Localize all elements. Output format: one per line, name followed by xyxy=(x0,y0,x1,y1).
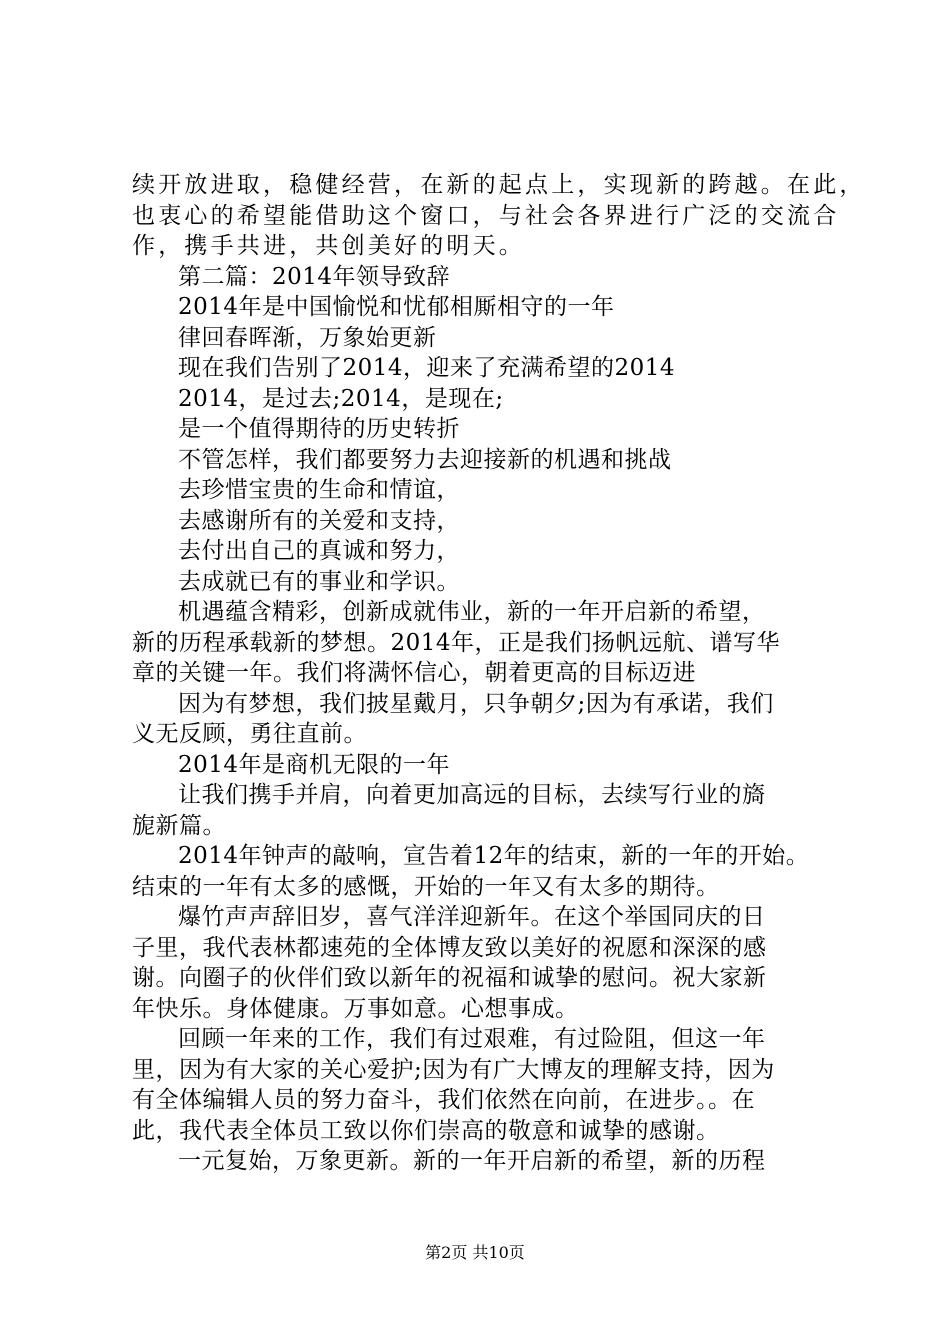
text-line: 现在我们告别了2014，迎来了充满希望的2014 xyxy=(178,355,676,381)
page-footer: 第2页 共10页 xyxy=(425,1243,525,1262)
text-line: 旎新篇。 xyxy=(132,812,226,839)
text-line: 此，我代表全体员工致以你们崇高的敬意和诚挚的感谢。 xyxy=(132,1117,720,1144)
text-line: 2014年是商机无限的一年 xyxy=(178,751,451,778)
text-line: 是一个值得期待的历史转折 xyxy=(178,416,460,442)
text-line: 子里，我代表林都速苑的全体博友致以美好的祝愿和深深的感 xyxy=(132,934,767,961)
text-line: 2014年钟声的敲响，宣告着12年的结束，新的一年的开始。 xyxy=(178,843,810,869)
text-line: 有全体编辑人员的努力奋斗，我们依然在向前，在进步。。在 xyxy=(132,1087,755,1113)
document-body xyxy=(132,170,866,1177)
text-line: 年快乐。身体健康。万事如意。心想事成。 xyxy=(132,995,579,1022)
text-line: 第二篇：2014年领导致辞 xyxy=(178,263,451,290)
text-line: 律回春晖渐，万象始更新 xyxy=(178,324,437,351)
text-line: 回顾一年来的工作，我们有过艰难，有过险阻，但这一年 xyxy=(178,1026,766,1052)
text-line: 作，携手共进，共创美好的明天。 xyxy=(132,233,525,259)
text-line: 续开放进取，稳健经营，在新的起点上，实现新的跨越。在此， xyxy=(132,172,866,198)
text-line: 2014，是过去;2014，是现在; xyxy=(178,385,504,412)
text-line: 去感谢所有的关爱和支持， xyxy=(178,507,460,534)
text-line: 也衷心的希望能借助这个窗口，与社会各界进行广泛的交流合 xyxy=(132,202,840,229)
text-line: 去成就已有的事业和学识。 xyxy=(178,568,460,595)
text-line: 去珍惜宝贵的生命和情谊， xyxy=(178,477,460,503)
text-line: 一元复始，万象更新。新的一年开启新的希望，新的历程 xyxy=(178,1148,766,1174)
text-line: 让我们携手并肩，向着更加高远的目标，去续写行业的旖 xyxy=(178,782,766,808)
text-line: 义无反顾，勇往直前。 xyxy=(132,721,367,747)
text-line: 结束的一年有太多的感慨，开始的一年又有太多的期待。 xyxy=(132,873,720,900)
text-line: 去付出自己的真诚和努力， xyxy=(178,538,460,564)
text-line: 新的历程承载新的梦想。2014年，正是我们扬帆远航、谱写华 xyxy=(132,629,781,656)
text-line: 因为有梦想，我们披星戴月，只争朝夕;因为有承诺，我们 xyxy=(178,690,774,717)
text-line: 章的关键一年。我们将满怀信心，朝着更高的目标迈进 xyxy=(132,660,696,686)
text-line: 爆竹声声辞旧岁，喜气洋洋迎新年。在这个举国同庆的日 xyxy=(178,904,766,930)
text-line: 机遇蕴含精彩，创新成就伟业，新的一年开启新的希望， xyxy=(178,599,766,625)
text-line: 里，因为有大家的关心爱护;因为有广大博友的理解支持，因为 xyxy=(132,1056,775,1083)
text-line: 2014年是中国愉悦和忧郁相厮相守的一年 xyxy=(178,294,615,320)
text-line: 不管怎样，我们都要努力去迎接新的机遇和挑战 xyxy=(178,446,672,473)
text-line: 谢。向圈子的伙伴们致以新年的祝福和诚挚的慰问。祝大家新 xyxy=(132,965,767,991)
